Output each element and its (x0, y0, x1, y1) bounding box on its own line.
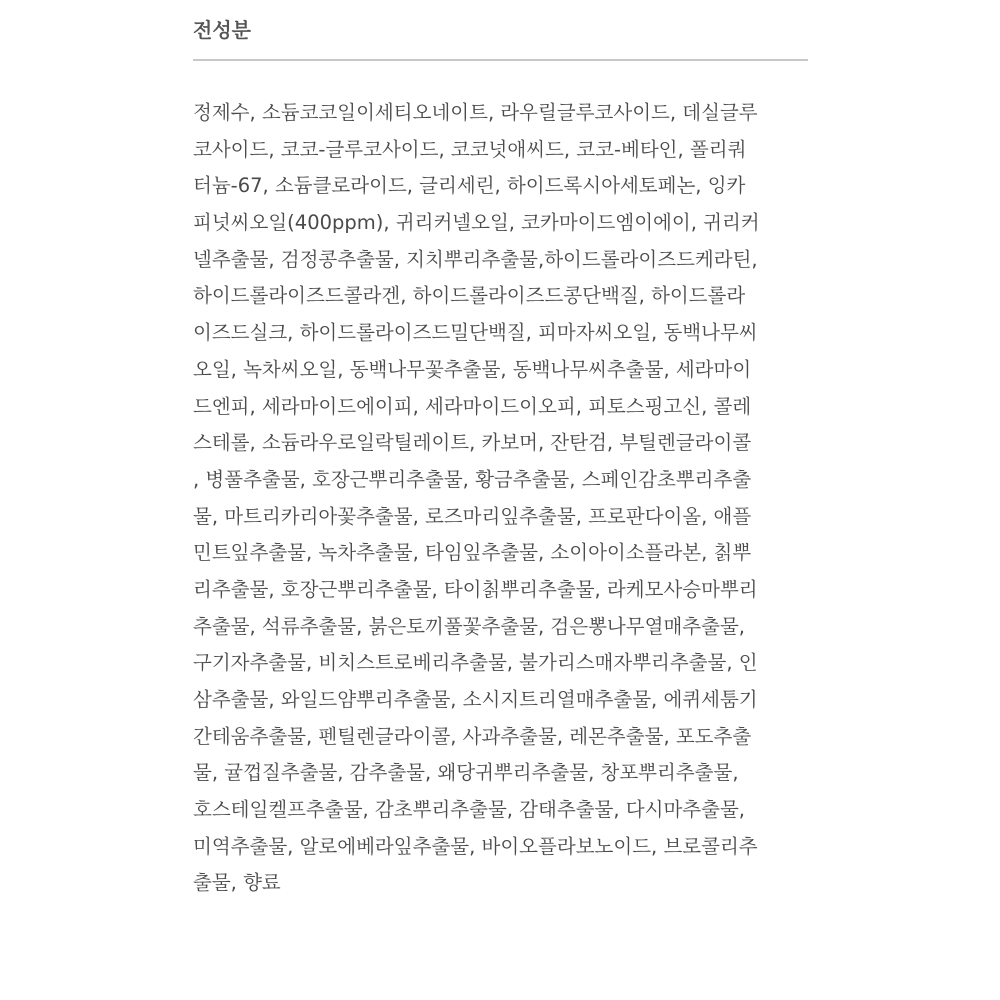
ingredients-line: 물, 마트리카리아꽃추출물, 로즈마리잎추출물, 프로판다이올, 애플 (193, 504, 752, 528)
ingredients-line: 드엔피, 세라마이드에이피, 세라마이드이오피, 피토스핑고신, 콜레 (193, 394, 752, 418)
ingredients-list (193, 95, 815, 902)
section-title: 전성분 (193, 18, 251, 42)
ingredients-line: 이즈드실크, 하이드롤라이즈드밀단백질, 피마자씨오일, 동백나무씨 (193, 321, 758, 345)
ingredients-line: 호스테일켈프추출물, 감초뿌리추출물, 감태추출물, 다시마추출물, (193, 798, 745, 822)
ingredients-line: 코사이드, 코코-글루코사이드, 코코넛애씨드, 코코-베타인, 폴리쿼 (193, 137, 747, 161)
ingredients-line: 피넛씨오일(400ppm), 귀리커넬오일, 코카마이드엠이에이, 귀리커 (193, 211, 760, 235)
title-divider (193, 59, 808, 61)
ingredients-line: 리추출물, 호장근뿌리추출물, 타이칡뿌리추출물, 라케모사승마뿌리 (193, 577, 758, 601)
ingredients-line: 삼추출물, 와일드얌뿌리추출물, 소시지트리열매추출물, 에퀴세툼기 (193, 688, 758, 711)
ingredients-line: 넬추출물, 검정콩추출물, 지치뿌리추출물,하이드롤라이즈드케라틴, (193, 247, 758, 271)
ingredients-line: 물, 귤껍질추출물, 감추출물, 왜당귀뿌리추출물, 창포뿌리추출물, (193, 761, 739, 785)
ingredients-line: 민트잎추출물, 녹차추출물, 타임잎추출물, 소이아이소플라본, 칡뿌 (193, 541, 752, 565)
ingredients-line: 정제수, 소듐코코일이세티오네이트, 라우릴글루코사이드, 데실글루 (193, 101, 758, 124)
ingredients-line: 간테움추출물, 펜틸렌글라이콜, 사과추출물, 레몬추출물, 포도추출 (193, 724, 752, 748)
ingredients-line: 구기자추출물, 비치스트로베리추출물, 불가리스매자뿌리추출물, 인 (193, 651, 758, 675)
ingredients-line: 미역추출물, 알로에베라잎추출물, 바이오플라보노이드, 브로콜리추 (193, 834, 758, 858)
ingredients-line: , 병풀추출물, 호장근뿌리추출물, 황금추출물, 스페인감초뿌리추출 (193, 467, 752, 491)
ingredients-line: 추출물, 석류추출물, 붉은토끼풀꽃추출물, 검은뽕나무열매추출물, (193, 614, 745, 638)
ingredients-line: 스테롤, 소듐라우로일락틸레이트, 카보머, 잔탄검, 부틸렌글라이콜 (193, 431, 752, 455)
ingredients-line: 출물, 향료 (193, 871, 281, 895)
ingredients-line: 오일, 녹차씨오일, 동백나무꽃추출물, 동백나무씨추출물, 세라마이 (193, 357, 752, 381)
ingredients-line: 하이드롤라이즈드콜라겐, 하이드롤라이즈드콩단백질, 하이드롤라 (193, 284, 746, 308)
ingredients-line: 터늄-67, 소듐클로라이드, 글리세린, 하이드록시아세토페논, 잉카 (193, 174, 746, 198)
